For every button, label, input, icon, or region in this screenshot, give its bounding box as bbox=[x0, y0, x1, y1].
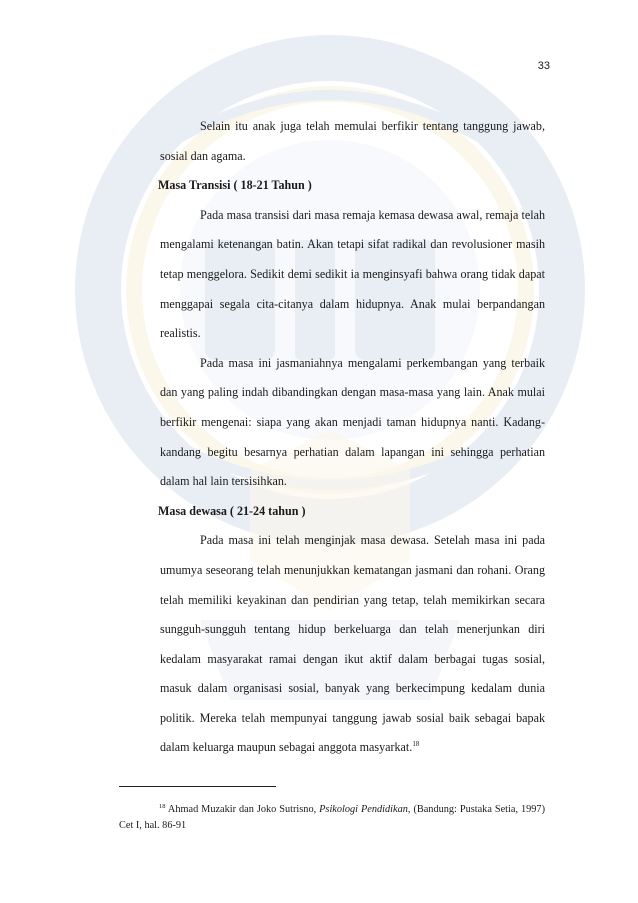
page-number: 33 bbox=[537, 60, 550, 72]
transisi-paragraph-2: Pada masa ini jasmaniahnya mengalami perkembangan yang terbaik dan yang paling indah dibandingkan dengan masa-masa yang lain. Anak mulai berfikir mengenai: siapa yang akan menjadi taman hidupnya nanti. Kadang-kandang begitu besarnya perhatian dalam lapangan ini sehingga perhatian dalam hal lain tersisihkan. bbox=[160, 355, 545, 489]
footnote-reference[interactable]: 18 bbox=[412, 740, 420, 749]
transisi-paragraph-1: Pada masa transisi dari masa remaja kemasa dewasa awal, remaja telah mengalami ketenangan batin. Akan tetapi sifat radikal dan revolusioner masih tetap menggelora. Sedikit demi sedikit ia menginsyafi bahwa orang tidak dapat menggapai segala cita-citanya dalam hidupnya. Anak mulai berpandangan realistis. bbox=[160, 207, 545, 341]
footnote-separator bbox=[119, 786, 276, 787]
section-heading-transisi: Masa Transisi ( 18-21 Tahun ) bbox=[158, 178, 312, 193]
footnote-publication: (Bandung: Pustaka Setia, 1997) Cet I, hal. 86-91 bbox=[119, 804, 546, 831]
footnote-number: 18 bbox=[159, 803, 166, 810]
intro-paragraph: Selain itu anak juga telah memulai berfikir tentang tanggung jawab, sosial dan agama. bbox=[160, 119, 545, 163]
footnote-authors: Ahmad Muzakir dan Joko Sutrisno, bbox=[167, 804, 317, 815]
dewasa-paragraph-text: Pada masa ini telah menginjak masa dewasa. Setelah masa ini pada umumya seseorang telah menunjukkan kematangan jasmani dan rohani. Orang telah memiliki keyakinan dan pendirian yang tetap, telah memikirkan secara sungguh-sungguh tentang hidup berkeluarga dan telah menerjunkan diri kedalam masyarakat ramai dengan ikut aktif dalam berbagai tugas sosial, masuk dalam organisasi sosial, banyak yang berkecimpung kedalam dunia politik. Mereka telah mempunyai tanggung jawab sosial baik sebagai bapak dalam keluarga maupun sebagai anggota masyarkat. bbox=[160, 533, 545, 755]
dewasa-paragraph-1 bbox=[160, 526, 545, 763]
footnote-book-title: Psikologi Pendidikan, bbox=[319, 804, 411, 815]
footnote bbox=[119, 802, 545, 834]
body-text bbox=[160, 112, 545, 763]
section-heading-dewasa: Masa dewasa ( 21-24 tahun ) bbox=[158, 503, 306, 518]
